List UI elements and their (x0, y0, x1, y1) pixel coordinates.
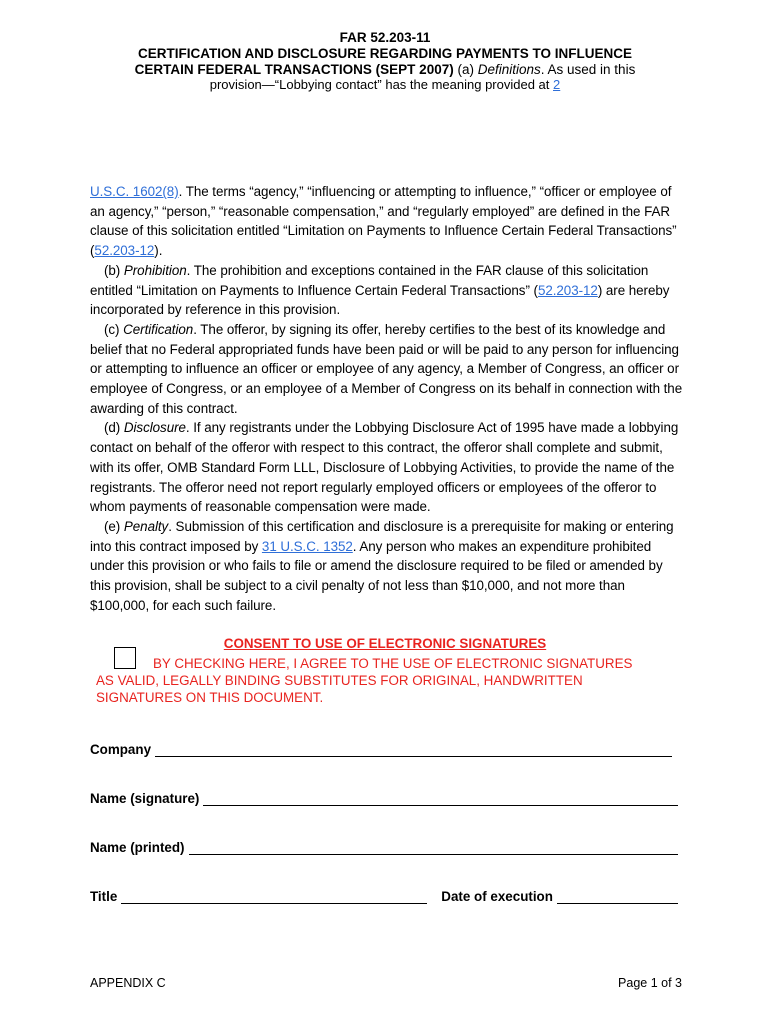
paragraph-e: (e) Penalty. Submission of this certification and disclosure is a prerequisite for making or entering into this contract imposed by 31 U.S.C. 1352. Any person who makes an expenditure prohibited under this provision or who fails to file or amend the disclosure required to be filed or amended by this provision, shall be subject to a civil penalty of not less than $10,000, and not more than $100,000, for each such failure. (90, 518, 674, 613)
paragraph-b: (b) Prohibition. The prohibition and exceptions contained in the FAR clause of this solicitation entitled “Limitation on Payments to Influence Certain Federal Transactions” (52.203-12) are hereby incorporated by reference in this provision. (90, 262, 670, 318)
title-input-line[interactable] (121, 889, 427, 904)
form-title: CERTIFICATION AND DISCLOSURE REGARDING PAYMENTS TO INFLUENCE (137, 46, 633, 61)
paragraph-a: U.S.C. 1602(8). The terms “agency,” “influencing or attempting to influence,” “officer or employee of an agency,” “person,” “reasonable compensation,” and “regularly employed” are defined in the FAR clause of this solicitation entitled “Limitation on Payments to Influence Certain Federal Transactions” (52.203-12). (90, 184, 677, 259)
far-52-203-12-link-2[interactable]: 52.203-12 (537, 282, 598, 298)
company-label: Company (90, 742, 152, 757)
usc-1352-link[interactable]: 31 U.S.C. 1352 (261, 538, 353, 554)
page-number: Page 1 of 3 (618, 976, 682, 990)
provision-body (90, 182, 684, 615)
paragraph-d: (d) Disclosure. If any registrants under the Lobbying Disclosure Act of 1995 have made a lobbying contact on behalf of the offeror with respect to this contract, the offeror shall complete and submit, with its offer, OMB Standard Form LLL, Disclosure of Lobbying Activities, to provide the name of the registrants. The offeror need not report regularly employed officers or employees of the offeror to whom payments of reasonable compensation were made. (90, 420, 679, 515)
usc-link-part1[interactable]: 2 (553, 77, 561, 92)
consent-title: CONSENT TO USE OF ELECTRONIC SIGNATURES (223, 636, 547, 651)
printed-name-field-row (90, 835, 678, 855)
signature-field-row (90, 786, 678, 806)
consent-text: BY CHECKING HERE, I AGREE TO THE USE OF ELECTRONIC SIGNATURES AS VALID, LEGALLY BINDING SUBSTITUTES FOR ORIGINAL, HANDWRITTEN SIGNATURES ON THIS DOCUMENT. (96, 656, 633, 705)
date-of-execution-label: Date of execution (441, 889, 553, 904)
form-number: FAR 52.203-11 (339, 30, 431, 45)
usc-1602-link[interactable]: U.S.C. 1602(8) (90, 184, 179, 199)
name-signature-input-line[interactable] (203, 791, 678, 806)
name-signature-label: Name (signature) (90, 791, 200, 806)
date-of-execution-input-line[interactable] (557, 889, 678, 904)
name-printed-label: Name (printed) (90, 840, 185, 855)
company-input-line[interactable] (155, 742, 672, 757)
appendix-label: APPENDIX C (90, 976, 166, 990)
company-field-row (90, 737, 678, 757)
name-printed-input-line[interactable] (189, 840, 679, 855)
form-title-continued: CERTAIN FEDERAL TRANSACTIONS (SEPT 2007) (a) Definitions. As used in this (134, 62, 636, 77)
title-date-field-row (90, 884, 678, 904)
title-label: Title (90, 889, 118, 904)
intro-line: provision—“Lobbying contact” has the meaning provided at 2 (209, 77, 561, 92)
far-52-203-12-link-1[interactable]: 52.203-12 (94, 243, 155, 259)
paragraph-c: (c) Certification. The offeror, by signing its offer, hereby certifies to the best of its knowledge and belief that no Federal appropriated funds have been paid or will be paid to any person for influencing or attempting to influence an officer or employee of any agency, a Member of Congress, an officer or employee of Congress, or an employee of a Member of Congress on its behalf in connection with the awarding of this contract. (90, 321, 683, 416)
